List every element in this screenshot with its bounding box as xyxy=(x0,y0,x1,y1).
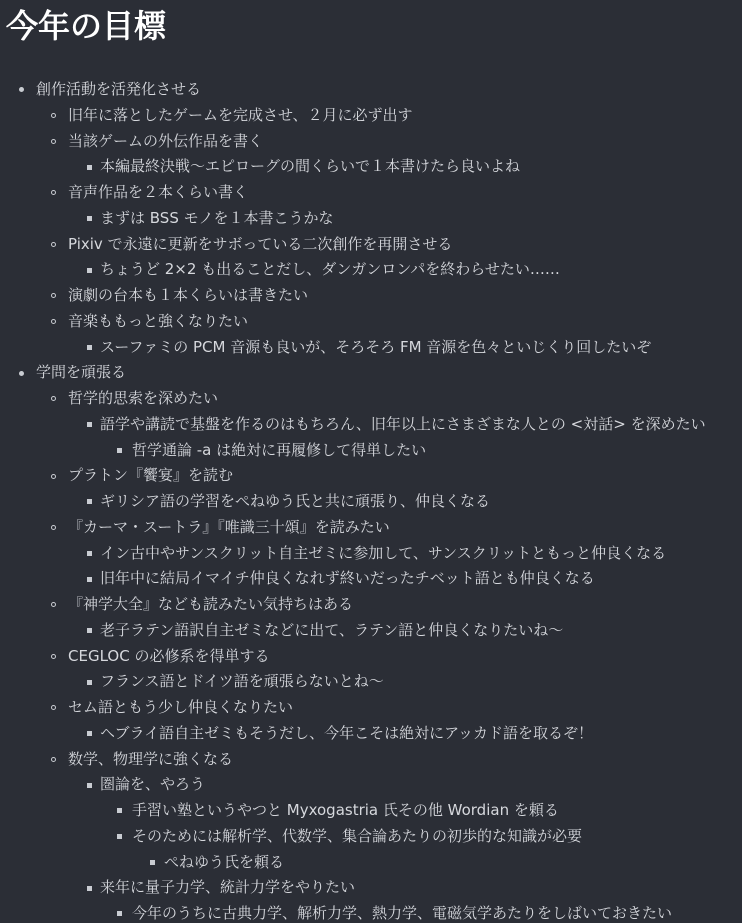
bullet-icon xyxy=(87,154,92,180)
list-item-text: 来年に量子力学、統計力学をやりたい xyxy=(100,878,356,897)
bullet-icon xyxy=(87,412,92,438)
list-item-text: まずは BSS モノを１本書こうかな xyxy=(100,208,334,227)
page-title: 今年の目標 xyxy=(6,7,167,45)
list-item-text: 学問を頑張る xyxy=(36,363,127,382)
list-item xyxy=(0,283,742,309)
list-item xyxy=(0,77,742,103)
bullet-icon xyxy=(117,438,122,464)
list-item-text: 音声作品を２本くらい書く xyxy=(68,183,249,201)
bullet-icon xyxy=(51,463,56,489)
list-item-text: CEGLOC の必修系を得単する xyxy=(68,646,270,665)
list-item-text: 『カーマ・スートラ』『唯識三十頌』を読みたい xyxy=(68,517,390,536)
list-item-text: 当該ゲームの外伝作品を書く xyxy=(68,131,264,150)
list-item xyxy=(0,875,742,901)
list-item xyxy=(0,541,742,567)
list-item xyxy=(0,360,742,386)
list-item-text: ヘブライ語自主ゼミもそうだし、今年こそは絶対にアッカド語を取るぞ！ xyxy=(100,723,594,742)
list-item xyxy=(0,850,742,876)
list-item xyxy=(0,566,742,592)
bullet-icon xyxy=(51,695,56,721)
bullet-icon xyxy=(87,618,92,644)
bullet-icon xyxy=(87,489,92,515)
list-item-text: イン古中やサンスクリット自主ゼミに参加して、サンスクリットともっと仲良くなる xyxy=(100,543,667,562)
list-item-text: スーファミの PCM 音源も良いが、そろそろ FM 音源を色々といじくり回したいぞ xyxy=(100,337,652,356)
list-item xyxy=(0,592,742,618)
list-item xyxy=(0,386,742,412)
bullet-icon xyxy=(87,541,92,567)
list-item-text: プラトン『饗宴』を読む xyxy=(68,466,234,485)
list-item xyxy=(0,232,742,258)
list-item-text: 今年のうちに古典力学、解析力学、熱力学、電磁気学あたりをしばいておきたい xyxy=(132,904,673,922)
bullet-icon xyxy=(87,721,92,747)
list-item-text: 演劇の台本も１本くらいは書きたい xyxy=(68,286,309,304)
list-item-text: フランス語とドイツ語を頑張らないとね〜 xyxy=(100,672,384,691)
list-item xyxy=(0,103,742,129)
bullet-icon xyxy=(51,592,56,618)
list-item-text: 本編最終決戦〜エピローグの間くらいで１本書けたら良いよね xyxy=(100,157,521,176)
goal-list xyxy=(0,77,742,923)
list-item xyxy=(0,721,742,747)
list-item xyxy=(0,335,742,361)
list-item-text: 哲学的思索を深めたい xyxy=(68,389,219,407)
list-item-text: 旧年中に結局イマイチ仲良くなれず終いだったチベット語とも仲良くなる xyxy=(100,569,595,588)
list-item-text: セム語ともう少し仲良くなりたい xyxy=(68,698,294,716)
list-item-text: 語学や講読で基盤を作るのはもちろん、旧年以上にさまざまな人との <対話> を深めたい xyxy=(100,414,706,433)
bullet-icon xyxy=(150,850,155,876)
list-item xyxy=(0,489,742,515)
bullet-icon xyxy=(51,180,56,206)
list-item-text: 旧年に落としたゲームを完成させ、２月に必ず出す xyxy=(68,105,413,124)
list-item xyxy=(0,515,742,541)
list-item xyxy=(0,824,742,850)
list-item-text: 老子ラテン語訳自主ゼミなどに出て、ラテン語と仲良くなりたいね〜 xyxy=(100,620,564,639)
list-item-text: ギリシア語の学習をぺねゆう氏と共に頑張り、仲良くなる xyxy=(100,492,491,510)
list-item xyxy=(0,772,742,798)
list-item xyxy=(0,798,742,824)
list-item xyxy=(0,180,742,206)
bullet-icon xyxy=(117,798,122,824)
list-item-text: 哲学通論 -a は絶対に再履修して得単したい xyxy=(132,440,427,459)
bullet-icon xyxy=(87,669,92,695)
bullet-icon xyxy=(51,103,56,129)
bullet-icon xyxy=(87,335,92,361)
list-item xyxy=(0,669,742,695)
list-item-text: 数学、物理学に強くなる xyxy=(68,749,234,768)
list-item xyxy=(0,695,742,721)
list-item xyxy=(0,206,742,232)
list-item-text: ぺねゆう氏を頼る xyxy=(164,852,285,871)
bullet-icon xyxy=(51,515,56,541)
list-item xyxy=(0,129,742,155)
bullet-icon xyxy=(87,566,92,592)
bullet-icon xyxy=(87,875,92,901)
list-item-text: 音楽ももっと強くなりたい xyxy=(68,311,249,330)
bullet-icon xyxy=(87,772,92,798)
bullet-icon xyxy=(51,644,56,670)
bullet-icon xyxy=(51,386,56,412)
list-item-text: ちょうど 2×2 も出ることだし、ダンガンロンパを終わらせたい…… xyxy=(100,260,560,279)
list-item xyxy=(0,463,742,489)
bullet-icon xyxy=(51,309,56,335)
bullet-icon xyxy=(51,232,56,258)
list-item xyxy=(0,618,742,644)
bullet-icon xyxy=(51,747,56,773)
list-item xyxy=(0,644,742,670)
list-item xyxy=(0,412,742,438)
list-item xyxy=(0,257,742,283)
bullet-icon xyxy=(51,283,56,309)
bullet-icon xyxy=(19,77,24,103)
bullet-icon xyxy=(117,824,122,850)
bullet-icon xyxy=(87,206,92,232)
list-item xyxy=(0,309,742,335)
list-item-text: Pixiv で永遠に更新をサボっている二次創作を再開させる xyxy=(68,234,453,253)
list-item-text: 創作活動を活発化させる xyxy=(36,80,202,98)
list-item xyxy=(0,438,742,464)
list-item xyxy=(0,154,742,180)
list-item-text: 『神学大全』なども読みたい気持ちはある xyxy=(68,595,354,613)
bullet-icon xyxy=(51,129,56,155)
list-item xyxy=(0,747,742,773)
list-item-text: そのためには解析学、代数学、集合論あたりの初歩的な知識が必要 xyxy=(132,826,583,845)
bullet-icon xyxy=(117,901,122,923)
list-item xyxy=(0,901,742,923)
list-item-text: 圏論を、やろう xyxy=(100,775,206,794)
bullet-icon xyxy=(19,360,24,386)
bullet-icon xyxy=(87,257,92,283)
list-item-text: 手習い塾というやつと Myxogastria 氏その他 Wordian を頼る xyxy=(132,801,559,819)
